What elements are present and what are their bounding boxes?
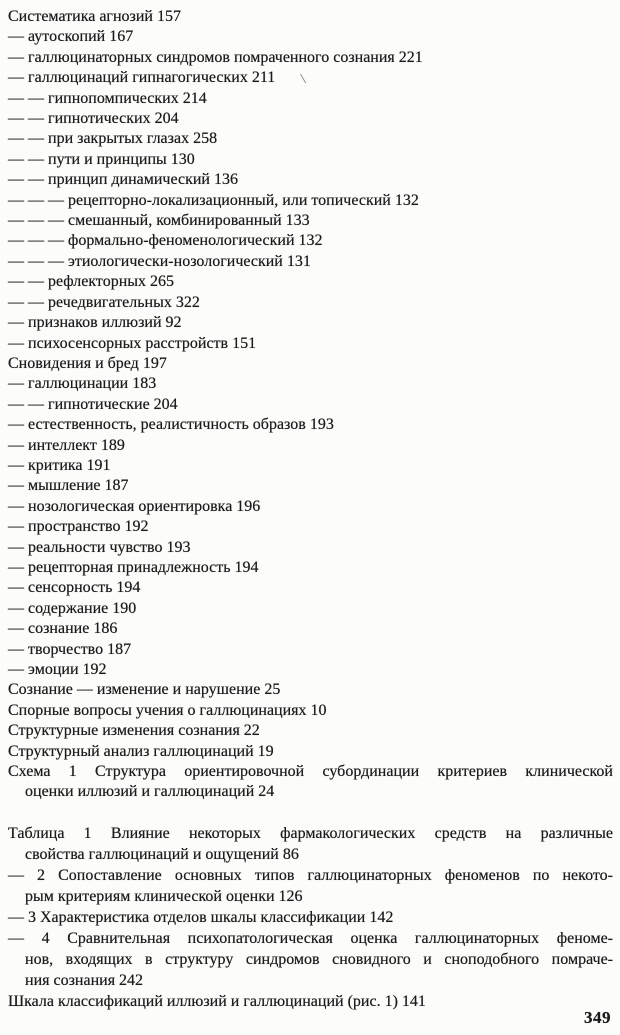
index-entry: — эмоции 192 [8, 661, 107, 678]
index-entry: Систематика агнозий 157 [8, 8, 181, 25]
index-entry: — естественность, реалистичность образов 193 [8, 416, 334, 434]
index-entry: Таблица 1 Влияние некоторых фармакологических средств на различные [8, 824, 613, 842]
index-entry: Структурные изменения сознания 22 [8, 722, 260, 740]
index-entry: свойства галлюцинаций и ощущений 86 [25, 845, 299, 863]
index-entry: — 2 Сопоставление основных типов галлюцинаторных феноменов по некото- [8, 866, 613, 884]
index-entry: — 3 Характеристика отделов шкалы классификации 142 [8, 908, 394, 926]
index-entry: — галлюцинаций гипнагогических 211 [8, 68, 613, 88]
index-entry: — галлюцинации 183 [8, 375, 157, 393]
index-entry: — аутоскопий 167 [8, 28, 134, 46]
index-entry: — — гипнотических 204 [8, 110, 179, 128]
index-entry: — — рефлекторных 265 [8, 273, 175, 291]
index-entry: — — при закрытых глазах 258 [8, 130, 218, 148]
index-entry: — содержание 190 [8, 599, 137, 617]
index-entry: — рецепторная принадлежность 194 [8, 558, 259, 576]
index-entry: Структурный анализ галлюцинаций 19 [8, 742, 274, 760]
index-entry: — — гипнотические 204 [8, 395, 178, 413]
page-number: 349 [584, 1008, 611, 1027]
index-entry: — — пути и принципы 130 [8, 150, 195, 168]
index-entry: нов, входящих в структуру синдромов сновидного и сноподобного помраче- [25, 950, 613, 968]
index-entry: — творчество 187 [8, 640, 132, 658]
index-entry: — — — формально-феноменологический 132 [8, 232, 323, 250]
index-entry: — — речедвигательных 322 [8, 293, 200, 311]
index-entry: — реальности чувство 193 [8, 538, 191, 556]
tables-list [0, 823, 620, 1012]
index-entry: — признаков иллюзий 92 [8, 314, 182, 332]
index-entry: — критика 191 [8, 456, 111, 474]
index-entry: — — — смешанный, комбинированный 133 [8, 212, 310, 230]
index-entry: — сенсорность 194 [8, 579, 141, 597]
index-entry: — сознание 186 [8, 620, 118, 638]
stray-pencil-mark [295, 74, 306, 83]
index-entry: Схема 1 Структура ориентировочной субординации критериев клинической [8, 763, 613, 781]
index-entry: — — гипнопомпических 214 [8, 89, 207, 107]
index-entry: — нозологическая ориентировка 196 [8, 497, 261, 515]
index-entry: Сновидения и бред 197 [8, 354, 167, 372]
index-entry: — мышление 187 [8, 477, 129, 495]
index-entry: Шкала классификаций иллюзий и галлюцинаций (рис. 1) 141 [8, 992, 426, 1010]
index-entry: — 4 Сравнительная психопатологическая оценка галлюцинаторных феноме- [8, 929, 613, 947]
index-entry: — галлюцинаторных синдромов помраченного сознания 221 [8, 48, 423, 66]
index-entry: оценки иллюзий и галлюцинаций 24 [25, 783, 275, 801]
index-entry: Спорные вопросы учения о галлюцинациях 10 [8, 701, 327, 719]
index-entry: — интеллект 189 [8, 436, 125, 454]
index-entry: рым критериям клинической оценки 126 [25, 887, 303, 905]
index-entry: — — — этиологически-нозологический 131 [8, 252, 311, 270]
index-entry: Сознание — изменение и нарушение 25 [8, 681, 281, 699]
index-entry: — — принцип динамический 136 [8, 171, 238, 189]
index-entry: — психосенсорных расстройств 151 [8, 334, 257, 352]
index-entry: — — — рецепторно-локализационный, или топический 132 [8, 191, 419, 209]
index-entry: ния сознания 242 [25, 971, 144, 989]
index-entry: — пространство 192 [8, 518, 149, 536]
